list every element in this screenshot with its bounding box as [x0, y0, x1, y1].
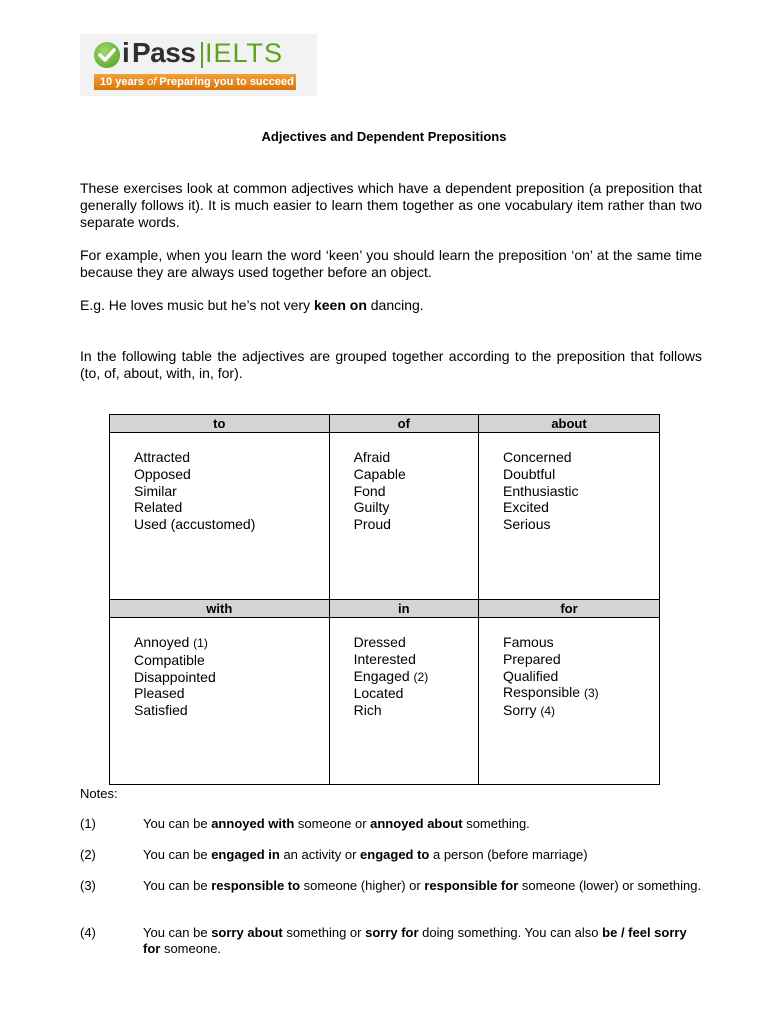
list-item: Used (accustomed) [134, 516, 256, 533]
list-item: Sorry (4) [503, 702, 556, 719]
intro-paragraph-4: In the following table the adjectives are grouped together according to the preposition that follows (to, of, about, with, in, for). [80, 348, 702, 381]
ipass-ielts-logo [80, 34, 317, 96]
cell-with [110, 618, 330, 785]
header-about: about [479, 415, 660, 433]
header-of: of [329, 415, 478, 433]
table-row-2 [110, 618, 660, 785]
list-item: Opposed [134, 465, 191, 482]
note-text: You can be responsible to someone (higher) or responsible for someone (lower) or something. [143, 878, 702, 893]
example-pre: E.g. He loves music but he’s not very [80, 297, 314, 313]
example-post: dancing. [366, 297, 424, 313]
list-item: Related [134, 499, 183, 516]
list-item: Similar [134, 482, 177, 499]
list-item: Pleased [134, 685, 185, 702]
list-item: Concerned [503, 449, 572, 465]
logo-brand-i: i [122, 37, 130, 68]
example-bold: keen on [313, 297, 367, 313]
list-item: Fond [353, 482, 386, 499]
table-row-1 [110, 433, 660, 600]
list-item: Afraid [353, 449, 391, 465]
list-item: Engaged (2) [353, 667, 429, 684]
intro-paragraph-2: For example, when you learn the word ‘keen’ you should learn the preposition ‘on’ at the same time because they are always used together before an object. [80, 247, 702, 280]
list-item: Rich [353, 702, 382, 719]
list-item: Capable [353, 465, 406, 482]
list-item: Located [353, 685, 404, 702]
header-for: for [479, 600, 660, 618]
note-number: (3) [80, 878, 96, 893]
note-text: You can be engaged in an activity or engaged to a person (before marriage) [143, 847, 588, 862]
list-item: Excited [503, 499, 549, 516]
list-item: Responsible (3) [503, 684, 599, 701]
list-item: Compatible [134, 651, 205, 668]
table-header-row-2 [110, 600, 660, 618]
list-item: Dressed [353, 634, 406, 650]
prepositions-table [109, 414, 660, 785]
list-item: Serious [503, 516, 551, 533]
logo-brand-ielts: IELTS [205, 38, 284, 68]
header-in: in [329, 600, 478, 618]
note-number: (4) [80, 925, 96, 940]
checkmark-icon [94, 42, 120, 68]
list-item: Interested [353, 650, 416, 667]
tagline-of: of [147, 76, 157, 88]
list-item: Prepared [503, 650, 561, 667]
note-number: (1) [80, 816, 96, 831]
list-item: Satisfied [134, 702, 188, 719]
note-number: (2) [80, 847, 96, 862]
cell-in [329, 618, 478, 785]
notes-label: Notes: [80, 786, 118, 801]
list-item: Doubtful [503, 465, 556, 482]
cell-about [479, 433, 660, 600]
table-header-row-1 [110, 415, 660, 433]
list-item: Disappointed [134, 668, 216, 685]
logo-tagline [94, 74, 296, 90]
intro-paragraph-1: These exercises look at common adjectives which have a dependent preposition (a preposition that generally follows it). It is much easier to learn them together as one vocabulary item rather than two separate words. [80, 180, 702, 230]
list-item: Annoyed (1) [134, 634, 208, 650]
list-item: Proud [353, 516, 391, 533]
header-with: with [110, 600, 330, 618]
logo-brand-pass: Pass [132, 37, 196, 68]
list-item: Attracted [134, 449, 191, 465]
cell-of [329, 433, 478, 600]
header-to: to [110, 415, 330, 433]
note-text: You can be annoyed with someone or annoyed about something. [143, 816, 530, 831]
cell-to [110, 433, 330, 600]
cell-for [479, 618, 660, 785]
list-item: Qualified [503, 667, 559, 684]
list-item: Famous [503, 634, 554, 650]
list-item: Guilty [353, 499, 390, 516]
tagline-rest: Preparing you to succeed [159, 76, 294, 88]
tagline-years: 10 years [100, 76, 145, 88]
example-sentence [80, 297, 702, 314]
page-title: Adjectives and Dependent Prepositions [261, 129, 507, 144]
list-item: Enthusiastic [503, 482, 579, 499]
note-text: You can be sorry about something or sorry for doing something. You can also be / feel sorry for someone. [143, 925, 687, 956]
logo-separator [201, 42, 203, 68]
